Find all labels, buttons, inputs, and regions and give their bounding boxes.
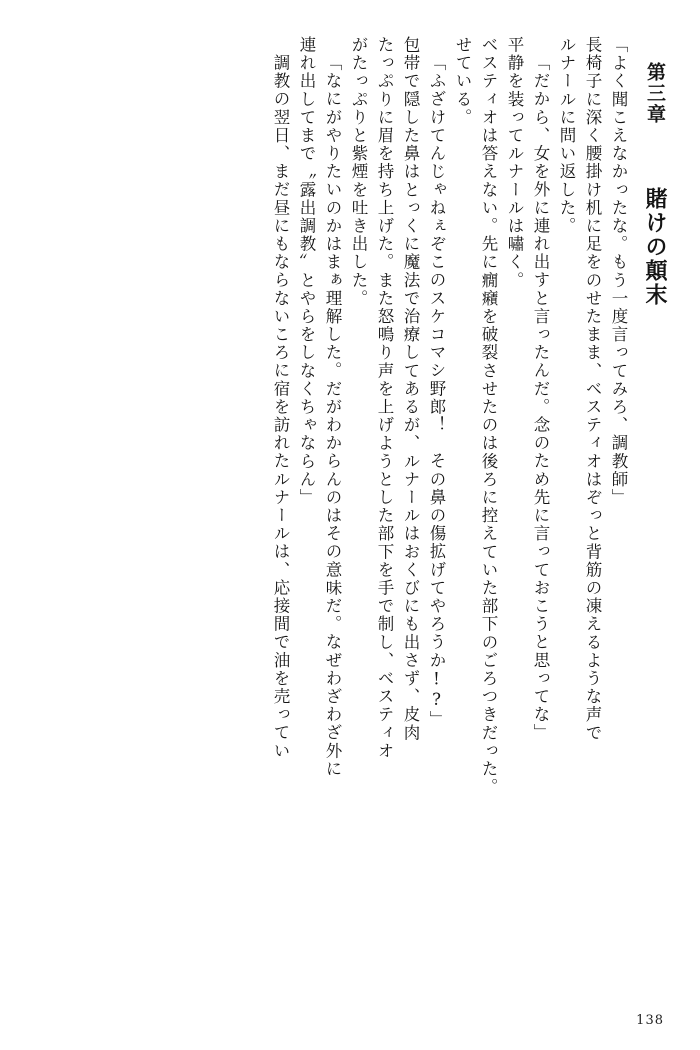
text-column: 「ふざけてんじゃねぇぞこのスケコマシ野郎！ その鼻の傷拡げてやろうか!?」 [427, 54, 446, 729]
text-column: ベスティオは答えない。先に癇癪を破裂させたのは後ろに控えていた部下のごろつきだった。 [479, 36, 498, 797]
text-column: たっぷりに眉を持ち上げた。また怒鳴り声を上げようとした部下を手で制し、ベスティオ [375, 36, 394, 760]
chapter-heading [644, 36, 666, 992]
text-column: 「よく聞こえなかったな。もう一度言ってみろ、調教師」 [609, 36, 628, 507]
text-column: 平静を装ってルナールは嘯く。 [505, 36, 524, 290]
chapter-title: 賭けの顛末 [642, 187, 668, 307]
text-column: 調教の翌日、まだ昼にもならないころに宿を訪れたルナールは、応接間で油を売ってい [271, 54, 290, 760]
text-column: がたっぷりと紫煙を吐き出した。 [349, 36, 368, 308]
text-column: 「なにがやりたいのかはまぁ理解した。だがわからんのはその意味だ。なぜわざわざ外に [323, 54, 342, 778]
text-column: ルナールに問い返した。 [557, 36, 576, 236]
text-column: せている。 [453, 36, 472, 127]
text-column: 長椅子に深く腰掛け机に足をのせたまま、ベスティオはぞっと背筋の凍えるような声で [583, 36, 602, 742]
text-column: 包帯で隠した鼻はとっくに魔法で治療してあるが、ルナールはおくびにも出さず、皮肉 [401, 36, 420, 742]
text-column: 連れ出してまで〝露出調教〟とやらをしなくちゃならん」 [297, 36, 316, 507]
chapter-number: 第三章 [644, 62, 666, 125]
page-number: 138 [636, 1013, 664, 1028]
text-column: 「だから、女を外に連れ出すと言ったんだ。念のため先に言っておこうと思ってな」 [531, 54, 550, 742]
vertical-text-block [40, 36, 666, 966]
